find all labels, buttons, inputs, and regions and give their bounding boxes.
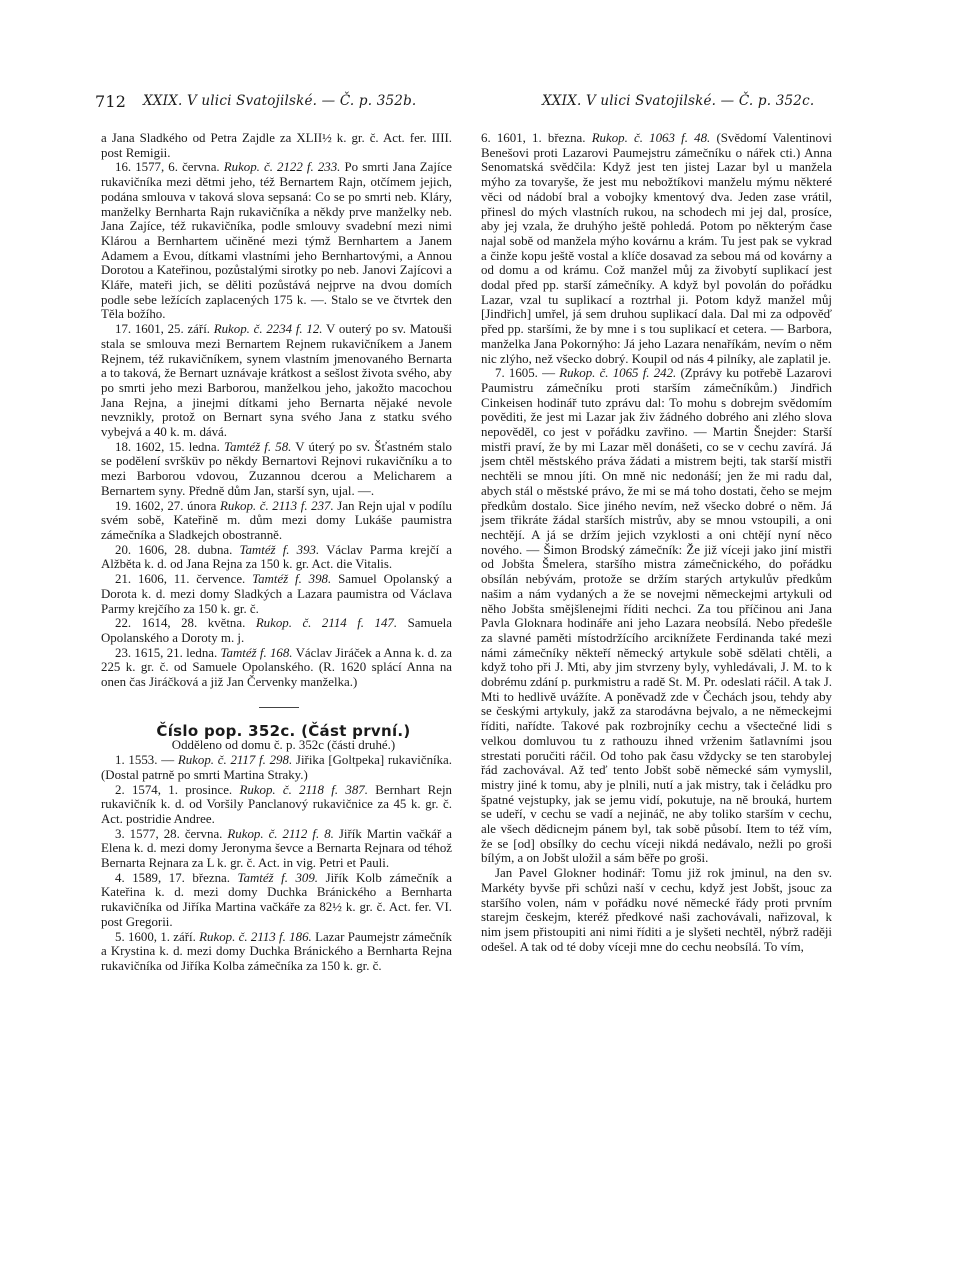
entry-20: 20. 1606, 28. dubna. Tamtéž f. 393. Václav Parma krejčí a Alžběta k. d. od Jana Rejna za 150 k. gr. Act. die Vitalis. [101,542,453,572]
section-subtitle: Odděleno od domu č. p. 352c (části druhé.) [171,738,396,753]
entry-21: 21. 1606, 11. července. Tamtéž f. 398. Samuel Opolanský a Dorota k. d. mezi domy Sladkých a Lazara paumistra od Václava Parmy krejčího za 150 k. gr. č. [101,572,452,616]
entry-4: 4. 1589, 17. března. Tamtéž f. 309. Jiřík Kolb zámečník a Kateřina k. d. mezi domy Duchka Bránického a Bernharta rukavičníka od Jiříka Martina vačkáře za 82½ k. gr. č. Act. fer. VI. post Gregorii. [101,870,452,929]
left-column [101,131,452,974]
right-running-title: XXIX. V ulici Svatojilské. — Č. p. 352c. [542,93,815,109]
entry-5: 5. 1600, 1. září. Rukop. č. 2113 f. 186. Lazar Paumejstr zámečník a Krystina k. d. mezi domy Duchka Bránického a Bernharta Rejna rukavičníka od Jiříka Kolba zámečníka za 150 k. gr. č. [101,929,452,973]
entry-16: 16. 1577, 6. června. Rukop. č. 2122 f. 233. Po smrti Jana Zajíce rukavičníka mezi dětmi jeho, též Bernartem Rajn, otčímem jejich, podána smlouva v taková slova sepsaná: Co se po smrti neb. Kláry, manželky Bernharta Rajn rukavičníka a někdy prve manželky neb. Jana Zajíce, též rukavičníka, podle smlouvy svadební mezi nimi Klárou a Bernhartem učiněné mezi týmž Bernhartem a Janem Adamem a Evou, dítkami vlastními jeho Bernhartovými, a Annou Dorotou a Kateřinou, pozůstalými sirotky po neb. Janovi Zajícovi a Kláře, mateři jich, se děliti pozůstává nejprve na dvou domích podle sebe ležících zaplacených 175 k. —. Stalo se ve čtvrtek den Těla božího. [101,160,452,322]
page-number: 712 [95,92,127,111]
section-divider [101,690,452,724]
entry-17: 17. 1601, 25. září. Rukop. č. 2234 f. 12. V outerý po sv. Matouši stala se smlouva mezi Bernartem Rejnem rukavičníkem a Janem Rejnem, též rukavičníkem, synem vlastním jmenovaného Bernarta a to taková, že Bernart uznávaje krátkost a sešlost života svého, aby po smrti jeho mezi Barborou, manželkou jeho, jakožto macochou Jana Rejna, a jinejmi dítkami jeho Bernarta nějaké nevole nevznikly, protož on Bernart syna svého Jana z statku svého vybejvá a 40 k. m. dává. [101,322,452,440]
right-column [481,131,832,954]
paragraph-glokner: Jan Pavel Glokner hodinář: Tomu již rok jminul, na den sv. Markéty byvše při schůzi naší v cechu, když jest Jobšt, jsouc za staršího volen, nám v pořádku nové německé řády proti prvním starejm českejm, kteréž předkové naši zachovávali, nařizoval, k nim jsem přistoupiti ani nimi říditi a je slyšeti nechtěl, nýbrž raději odešel. A tak od té doby víceji mne do cechu neobsílá. To vím, [481,866,832,954]
section-title: Číslo pop. 352c. (Část první.) [156,721,411,740]
entry-22: 22. 1614, 28. května. Rukop. č. 2114 f. 147. Samuela Opolanského a Doroty m. j. [101,616,452,645]
entry-23: 23. 1615, 21. ledna. Tamtéž f. 168. Václav Jiráček a Anna k. d. za 225 k. gr. č. od Samuele Opolanského. (R. 1620 splácí Anna na onen čas Jiráčková a již Jan Červenky manželka.) [101,645,452,690]
entry-1: 1. 1553. — Rukop. č. 2117 f. 298. Jiřika [Goltpeka] rukavičníka. (Dostal patrně po smrti Martina Straky.) [101,753,452,782]
entry-19: 19. 1602, 27. února Rukop. č. 2113 f. 237. Jan Rejn ujal v podílu svém sobě, Kateřině m. dům mezi domy Lukáše paumistra zámečníka a Sladkejch obostranně. [101,498,452,542]
entry-3: 3. 1577, 28. června. Rukop. č. 2112 f. 8. Jiřík Martin vačkář a Elena k. d. mezi domy Jeronyma ševce a Bernarta Rejnara od téhož Bernarta Rejnara za L k. gr. č. Act. in vig. Petri et Pauli. [101,826,452,871]
left-running-title: XXIX. V ulici Svatojilské. — Č. p. 352b. [143,93,417,109]
paragraph: a Jana Sladkého od Petra Zajdle za XLII½ k. gr. č. Act. fer. IIII. post Remigii. [101,131,452,160]
entry-2: 2. 1574, 1. prosince. Rukop. č. 2118 f. 387. Bernhart Rejn rukavičník k. d. od Voršily Panclanový rukavičnice za 45 k. gr. č. Act. postridie Andree. [101,782,453,826]
running-header [95,92,827,114]
entry-18: 18. 1602, 15. ledna. Tamtéž f. 58. V úterý po sv. Šťastném stalo se podělení svršküv po někdy Bernartovi Rejnovi rukavičníku a to mezi Barborou vdovou, Zuzannou dcerou a Melicharem a Bernartem syny. Předně dům Jan, starší syn, ujal. —. [101,439,452,498]
entry-6: 6. 1601, 1. března. Rukop. č. 1063 f. 48. (Svědomí Valentinovi Benešovi proti Lazarovi Paumejstru zámečníku o nářek cti.) Anna Senomatská svědčila: Když jest ten jistej Lazar byl u manžela mýho za tovaryše, že jest mu nebožtíkovi manželu mýmu některé věci od nádobí bral a vobojky kmentový dva. Jeden zase vrátil, přinesl do mých vlastních rukou, na schodech mi jej dal, prosíce, aby jej vzala, že druhýho ještě pohledá. Potom po některým čase najal sobě od manžela mýho kovárnu a krám. Tu jest pak se vykrad a činže kopu ještě vostal a klíče dosavad za sebou má od kovárny a od domu a od krámu. Což manžel můj za živobytí suplikací jest dodal před pp. starší zámečníky. A když byl povolán do pořádku Lazar, vzal tu suplikací a roztrhal ji. Potom když manžel můj [Jindřich] umřel, já sem druhou suplikací dala. Dal mi za odpověď před pp. staršími, že by mne i s tou suplikací et cetera. — Barbora, manželka Jana Pokornýho: Já jeho Lazara nenaříkám, nevím o něm nic zlýho, než všecko dobrý. Koupil od nás 4 pilníky, ale zaplatil je. [481,131,832,366]
entry-7: 7. 1605. — Rukop. č. 1065 f. 242. (Zprávy ku potřebě Lazarovi Paumistru zámečníku proti starším zámečníkům.) Jindřich Cinkeisen hodinář tuto zprávu dal: To mohu s dobrejm svědomím pověditi, že jest mi Lazar jak živ žádného dobrého ani zlého slova nepověděl, co jest v pořádku zavřino. — Martin Šnejder: Starší mistři praví, že by mi Lazar měl donášeti, co se v cechu zavírá. Já jsem chtěl městského práva žádati a mistrem bejti, tak starší mistři nechtěli se mnou jíti. On mně nic nedonáší; jen že mi radu dal, abych stál o městské právo, že mi se má toho dostati, čeho se mejm předkům dostalo. Sice jiného nevím, než všecko dobré o něm. Já jsem třikráte žádal starších mistrův, aby se mnou vstoupili, a oni nechtějí. A já se držím jejich vzyklosti a oni chtějí nyní něco nového. — Šimon Brodský zámečník: Že již víceji jako jiní mistři od Jobšta Šmelera, staršího mistra zámečnického, do pořádku obsílán nebývám, protože se držím starých artykulův předkům našim a nám vydaných a že se novejmi německejmi artykuli od něho Jobšta smějšlenejmi říditi nechci. Za tou příčinou ani Jana Pavla Gloknara hodináře ani jeho Lazara neobsílá. Nebo předešle za slavné paměti místodržícího arciknížete Ferdinanda také mezi námi zámečníky někteří německý artykule sobě sdělati chtěli, a když toho při J. Mti, aby jim stvrzeny byly, vyhledávali, J. M. to k dobrému zdání p. purkmistru a radě St. M. Pr. odeslati ráčil. A tak J. Mti to hedlivě uvážíte. A poněvadž zde v Čechách jsou, tehdy aby se českými artykuly, jakž za starodávna bejvalo, a ne německejmi říditi, nařídte. Takové pak rozbrojníky cechu a všectečné lidi s velkou domluvou tu z rathouzu ihned vrženim šatlavními jsou strestati poručiti ráčil. Od toho pak času vždycky se ten starobylej řád zachovával. Až teď tento Jobšt sobě německé sám vymyslil, mistry jiné k tomu, aby je plnili, nutí a jak mistry, tak i čeládku pro špatné vejstupky, jak se jemu vidí, pokutuje, na ně brouká, hurtem se udeří, v cechu se vadí a nejináč, ne aby toliko starším v cechu, ale všech dědicnejm pánem byl, tak sobě působí. Item to též vím, že se [od] obsílky do cechu víceji nikdá nedávalo, nežli po groši bílým, a on Jobšt uložil a sám běře po groši. [481,366,833,866]
